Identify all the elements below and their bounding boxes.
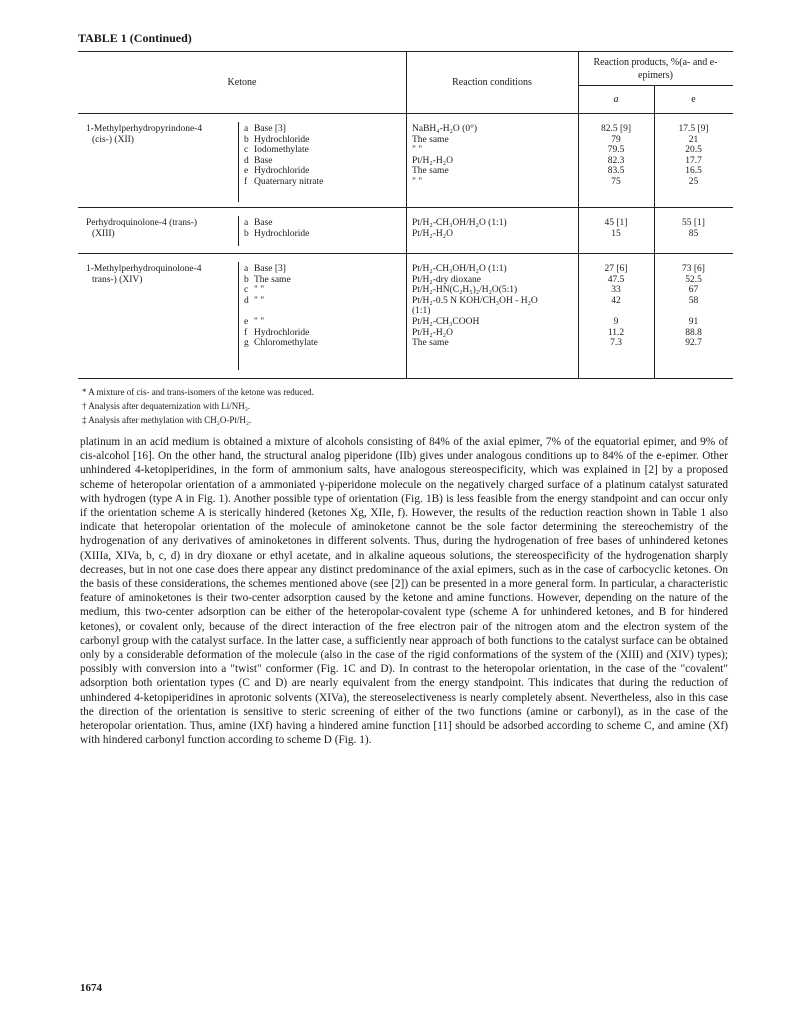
- header-products: Reaction products, %(a- and e-epimers): [593, 57, 718, 81]
- yield-a: 7.3: [610, 338, 622, 349]
- yield-e: 58: [688, 295, 699, 306]
- header-ketone: Ketone: [227, 77, 257, 88]
- row-letter: a: [244, 218, 249, 228]
- yield-a: 82.5 [9]: [600, 124, 632, 134]
- reaction-conditions: Pt/H₂-CH₃OH/H₂O (1:1): [412, 264, 507, 274]
- ketone-name: (XIII): [92, 228, 115, 239]
- yield-e: 67: [688, 285, 699, 296]
- compound-form: Hydrochloride: [254, 134, 310, 145]
- yield-a: 42: [611, 295, 621, 306]
- row-letter: g: [244, 338, 249, 349]
- reaction-conditions: The same: [412, 134, 449, 145]
- reaction-conditions: NaBH₄-H₂O (0°): [412, 124, 478, 134]
- reaction-conditions: Pt/H₂-0.5 N KOH/CH₃OH - H₂O: [412, 295, 538, 306]
- table-title: TABLE 1 (Continued): [78, 31, 192, 45]
- reaction-conditions: The same: [412, 338, 449, 349]
- ketone-name: Perhydroquinolone-4 (trans-): [86, 218, 198, 228]
- compound-form: " ": [254, 285, 265, 296]
- row-letter: b: [244, 274, 249, 285]
- reaction-conditions: The same: [412, 166, 449, 177]
- compound-form: Hydrochloride: [254, 228, 310, 239]
- letter-column-rule: [238, 262, 239, 370]
- page-number: 1674: [80, 982, 102, 994]
- reaction-conditions: Pt/H₂-dry dioxane: [412, 274, 482, 285]
- yield-a: 15: [611, 228, 621, 239]
- yield-e: 85: [688, 228, 699, 239]
- compound-form: Iodomethylate: [254, 145, 309, 156]
- ketone-name: 1-Methylperhydroquinolone-4: [86, 264, 202, 274]
- row-letter: d: [244, 155, 249, 166]
- compound-form: " ": [254, 317, 265, 327]
- compound-form: Hydrochloride: [254, 166, 310, 177]
- ketone-name: trans-) (XIV): [92, 274, 143, 285]
- reaction-conditions: Pt/H₂-H₂O: [412, 327, 453, 338]
- reaction-conditions: Pt/H₂-CH₃COOH: [412, 317, 480, 327]
- reaction-conditions: Pt/H₂-CH₃OH/H₂O (1:1): [412, 218, 507, 228]
- row-letter: b: [244, 228, 249, 239]
- yield-e: 20.5: [685, 145, 702, 156]
- header-col-a: a: [613, 94, 619, 105]
- yield-e: 21: [688, 134, 699, 145]
- letter-column-rule: [238, 216, 239, 246]
- yield-e: 55 [1]: [682, 218, 705, 228]
- body-paragraph-text: platinum in an acid medium is obtained a mixture of alcohols consisting of 84% of the axial epimer, 7% of the equatorial epimer, and 9% of cis-alcohol [16]. On the other hand, the structural analog piperidone (IIb) gives under analogous conditions up to 84% of the e-epimer. Other unhindered 4-ketopiperidines, in the form of ammonium salts, have analogous stereospecificity, which was explained in [2] by a proposed scheme of heteropolar orientation of a ammoniated γ-piperidone molecule on the negatively charged surface of a platinum catalyst saturated with hydrogen (type A in Fig. 1). Another possible type of orientation (Fig. 1B) is less feasible from the energy standpoint and can occur only if the orientation scheme A is sterically hindered (ketones Xg, XIIe, f). However, the results of the reduction reaction shown in Table 1 also indicate that heteropolar orientation of the molecule of aminoketone cannot be the sole factor determining the stereochemistry of the hydrogenation of any derivatives of aminoketones in different solvents. Thus, during the hydrogenation of free bases of unhindered ketones (XIIIa, XIVa, b, c, d) in dry dioxane or ethyl acetate, and in alkaline aqueous solutions, the stereospecificity of the hydrogenation sharply decreases, but in not one case does there appear any distinct predominance of the axial epimers, such as in the case of carbocyclic ketones. On the basis of these considerations, the schemes mentioned above (see [2]) can be presented in a more general form. In particular, a characteristic feature of aminoketones is their two-center adsorption caused by the ketone and amine functions. However, depending on the nature of the medium, this two-center adsorption can be either of the heteropolar-covalent type (scheme A for unhindered ketones, and B for hindered ketones), or covalent only, because of the direct interaction of the free electron pair of the nitrogen atom and the electron system of the carbonyl group with the catalyst surface. In the latter case, a sufficiently near approach of both functions to the catalyst surface can be obtained only by a considerable deformation of the molecule (also in the case of the rigid conformations of the system of the (XIII) and (XIV) types); possibly with conversion into a "twist" conformer (Fig. 1C and D). In contrast to the heteropolar orientation, in the case of the "covalent" adsorption both orientation types (C and D) are nearly equivalent from the energy standpoint. This indicates that during the reduction of unhindered 4-ketopiperidines in aprotonic solvents (XIVa), the stereoselectiveness is nearly completely absent. Nevertheless, also in this case the direction of the orientation is sensitive to steric screening of either of the two functions (amine or carbonyl), as in the case of the heteropolar orientation. Thus, amine (IXf) having a hindered amine function [11] should be adsorbed according to scheme C, and amine (Xf) with hindered carbonyl function according to scheme D (Fig. 1).: [80, 436, 728, 747]
- row-letter: d: [244, 295, 249, 306]
- ketone-name: 1-Methylperhydropyrindone-4: [86, 124, 203, 134]
- compound-form: Quaternary nitrate: [254, 177, 324, 187]
- yield-e: 17.5 [9]: [678, 124, 709, 134]
- compound-form: Chloromethylate: [254, 338, 318, 349]
- reaction-conditions: (1:1): [412, 306, 431, 317]
- compound-form: Base: [254, 218, 273, 228]
- row-letter: f: [244, 327, 248, 338]
- compound-form: The same: [254, 274, 291, 285]
- yield-e: 17.7: [685, 155, 702, 166]
- footnote: ‡ Analysis after methylation with CH₂O-Pt/H₂.: [82, 415, 252, 425]
- row-letter: e: [244, 317, 249, 327]
- reaction-conditions: " ": [412, 145, 423, 156]
- yield-a: 45 [1]: [604, 218, 628, 228]
- column-rule: [406, 51, 407, 378]
- compound-form: " ": [254, 295, 265, 306]
- row-letter: a: [244, 264, 249, 274]
- yield-e: 92.7: [685, 338, 702, 349]
- row-letter: e: [244, 166, 249, 177]
- yield-a: 27 [6]: [604, 264, 628, 274]
- yield-a: 82.3: [607, 155, 625, 166]
- reaction-conditions: Pt/H₂-HN(C₂H₅)₂/H₂O(5:1): [412, 285, 518, 296]
- yield-e: 88.8: [685, 327, 702, 338]
- row-letter: b: [244, 134, 249, 145]
- yield-a: 9: [613, 317, 619, 327]
- body-paragraph: [80, 435, 728, 747]
- yield-e: 16.5: [685, 166, 702, 177]
- yield-a: 47.5: [607, 274, 625, 285]
- yield-a: 75: [611, 177, 621, 187]
- row-letter: a: [244, 124, 249, 134]
- footnote: † Analysis after dequaternization with Li/NH₃.: [82, 401, 251, 411]
- yield-e: 25: [688, 177, 699, 187]
- reaction-conditions: " ": [412, 177, 423, 187]
- row-letter: c: [244, 285, 249, 296]
- footnote: * A mixture of cis- and trans-isomers of the ketone was reduced.: [82, 387, 314, 397]
- yield-a: 79: [611, 134, 621, 145]
- compound-form: Base [3]: [254, 264, 286, 274]
- yield-a: 11.2: [607, 327, 625, 338]
- reaction-conditions: Pt/H₂-H₂O: [412, 228, 453, 239]
- yield-a: 83.5: [607, 166, 625, 177]
- compound-form: Base [3]: [254, 124, 286, 134]
- ketone-name: (cis-) (XII): [92, 134, 134, 145]
- yield-e: 73 [6]: [682, 264, 705, 274]
- header-conditions: Reaction conditions: [452, 77, 532, 88]
- header-col-e: e: [691, 94, 696, 105]
- table-bottom-rule: [78, 378, 733, 379]
- yield-a: 79.5: [607, 145, 625, 156]
- compound-form: Base: [254, 155, 273, 166]
- letter-column-rule: [238, 122, 239, 202]
- yield-a: 33: [611, 285, 621, 296]
- yield-e: 91: [688, 317, 699, 327]
- products-subheader-rule: [578, 85, 733, 86]
- yield-e: 52.5: [685, 274, 702, 285]
- reaction-conditions: Pt/H₂-H₂O: [412, 155, 453, 166]
- row-letter: f: [244, 177, 248, 187]
- row-letter: c: [244, 145, 249, 156]
- compound-form: Hydrochloride: [254, 327, 310, 338]
